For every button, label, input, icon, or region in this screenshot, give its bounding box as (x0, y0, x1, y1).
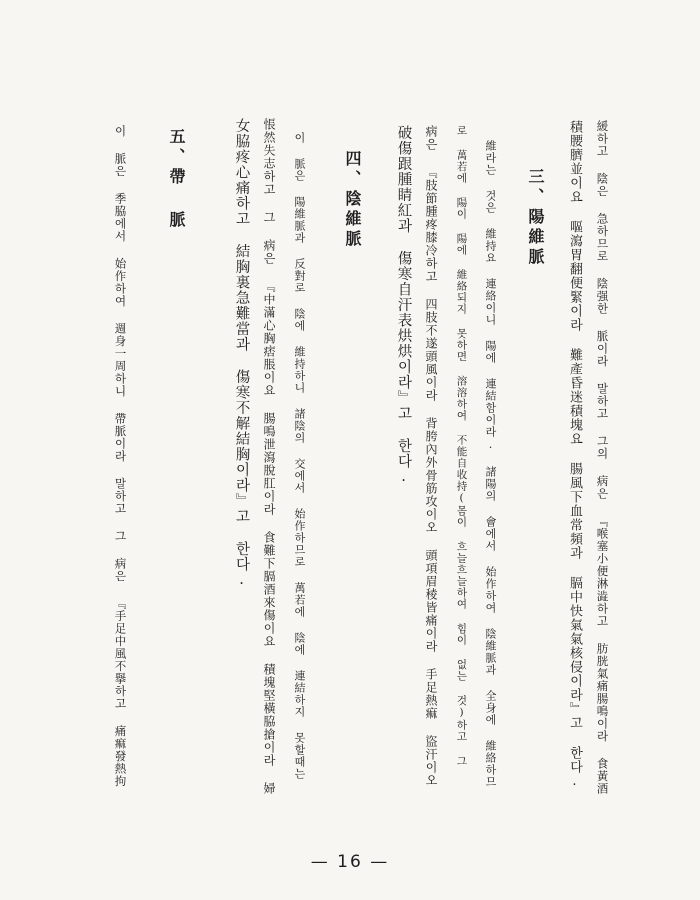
text-column: 積腰臍並이요 嘔瀉胃翻便緊이라 難產昏迷積塊요 腸風下血常頻과 膈中快氣氣核侵이라』고 한다. (567, 120, 582, 790)
text-column: 悵然失志하고 그 病은 『中滿心胸痞脹이요 腸鳴泄瀉脫肛이라 食難下膈酒來傷이요 積塊堅橫脇搶이라 婦 (262, 118, 276, 795)
text-column: 이 脈은 陽維脈과 反對로 陰에 維持하니 諸陰의 交에서 始作하므로 萬若에 陰에 連結하지 못할때는 (293, 132, 306, 780)
section-heading: 四、陰維脈 (343, 150, 362, 250)
text-column: 破傷跟腫睛紅과 傷寒自汗表烘烘이라』고 한다. (395, 125, 412, 486)
text-column: 로 萬若에 陽이 陽에 維絡되지 못하면 溶溶하여 不能自收持(몸이 흐늘흐늘하여 힘이 없는 것)하고 그 (455, 125, 468, 767)
text-column: 維라는 것은 維持요 連絡이니 陽에 連結함이라. 諸陽의 會에서 始作하여 陰維脈과 全身에 維絡하므 (484, 140, 497, 788)
text-column: 女脇疼心痛하고 結胸裏急難當과 傷寒不解結胸이라』고 한다. (233, 118, 250, 589)
text-column: 이 脈은 季脇에서 始作하여 週身一周하니 帶脈이라 말하고 그 病은 『手足中風不擧하고 痛痲發熱拘 (113, 125, 128, 788)
page-number: — 16 — (310, 852, 390, 872)
text-column: 病은 『肢節腫疼膝冷하고 四肢不遂頭風이라 背胯內外骨筋攻이오 頭項眉稜皆痛이라 手足熱痲 盜汗이오 (424, 125, 438, 787)
section-heading: 三、陽維脈 (526, 168, 545, 268)
section-heading: 五、帶 脈 (167, 128, 186, 231)
text-column: 緩하고 陰은 急하므로 陰强한 脈이라 말하고 그의 病은 『喉塞小便淋澁하고 肪胱氣痛腸鳴이라 食黃酒 (595, 120, 610, 795)
